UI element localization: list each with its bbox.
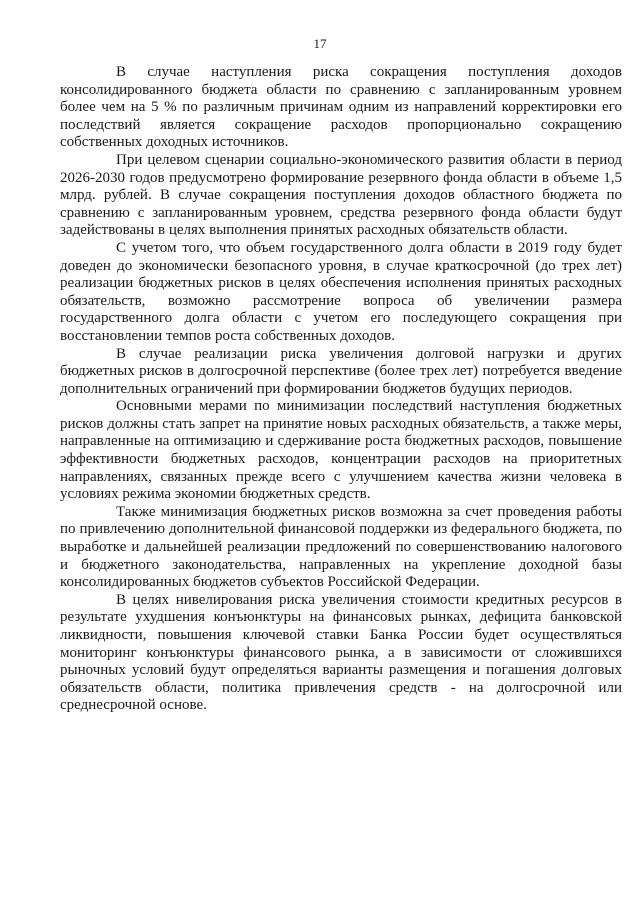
paragraph-federal-support: Также минимизация бюджетных рисков возможна за счет проведения работы по привлечению дополнительной финансовой поддержки из федерального бюджета, по выработке и дальнейшей реализации предложений по совершенствованию налогового и бюджетного законодательства, направленных на укрепление доходной базы консолидированных бюджетов субъектов Российской Федерации.	[60, 503, 622, 591]
paragraph-state-debt: С учетом того, что объем государственного долга области в 2019 году будет доведен до экономически безопасного уровня, в случае краткосрочной (до трех лет) реализации бюджетных рисков в целях обеспечения исполнения принятых расходных обязательств, возможно рассмотрение вопроса об увеличении размера государственного долга области с учетом его последующего сокращения при восстановлении темпов роста собственных доходов.	[60, 239, 622, 344]
paragraph-reserve-fund: При целевом сценарии социально-экономического развития области в период 2026-2030 годов предусмотрено формирование резервного фонда области в объеме 1,5 млрд. рублей. В случае сокращения поступления доходов областного бюджета по сравнению с запланированным уровнем, средства резервного фонда области будут задействованы в целях выполнения принятых расходных обязательств области.	[60, 151, 622, 239]
document-body	[60, 64, 622, 715]
paragraph-minimization-measures: Основными мерами по минимизации последствий наступления бюджетных рисков должны стать запрет на принятие новых расходных обязательств, а также меры, направленные на оптимизацию и сдерживание роста бюджетных расходов, повышение эффективности бюджетных расходов, концентрации расходов на приоритетных направлениях, связанных прежде всего с улучшением качества жизни человека в условиях режима экономии бюджетных средств.	[60, 398, 622, 503]
paragraph-debt-load-risk: В случае реализации риска увеличения долговой нагрузки и других бюджетных рисков в долгосрочной перспективе (более трех лет) потребуется введение дополнительных ограничений при формировании бюджетов будущих периодов.	[60, 345, 622, 397]
paragraph-credit-cost-risk: В целях нивелирования риска увеличения стоимости кредитных ресурсов в результате ухудшения конъюнктуры на финансовых рынках, дефицита банковской ликвидности, повышения ключевой ставки Банка России будет осуществляться мониторинг конъюнктуры финансового рынка, а в зависимости от сложившихся рыночных условий будут определяться варианты размещения и погашения долговых обязательств области, политика привлечения средств - на долгосрочной или среднесрочной основе.	[60, 591, 622, 714]
paragraph-risk-revenue-reduction: В случае наступления риска сокращения поступления доходов консолидированного бюджета области по сравнению с запланированным уровнем более чем на 5 % по различным причинам одним из направлений корректировки его последствий является сокращение расходов пропорционально сокращению собственных доходных источников.	[60, 64, 622, 151]
page-number: 17	[313, 36, 327, 51]
